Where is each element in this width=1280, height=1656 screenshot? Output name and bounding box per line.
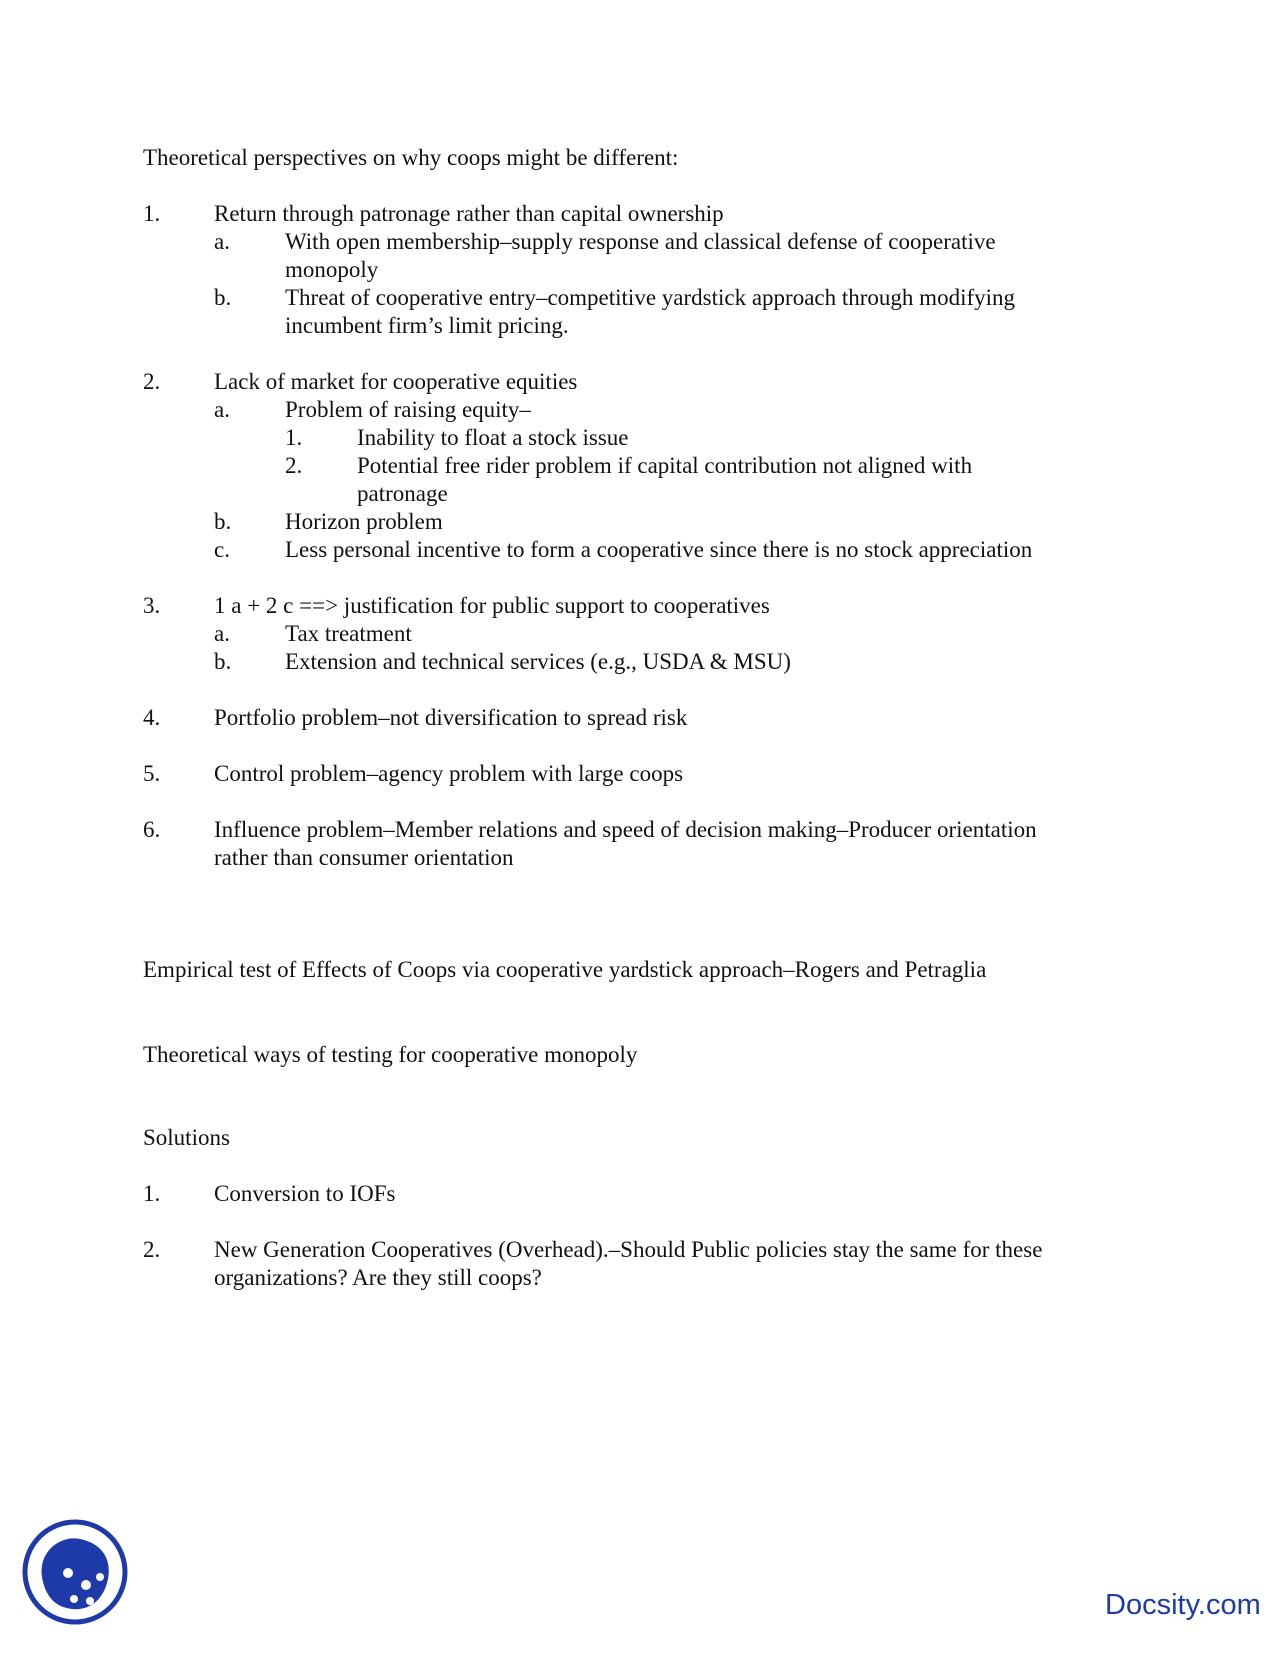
list-letter: a. bbox=[214, 229, 230, 254]
docsity-link[interactable]: Docsity.com bbox=[1105, 1589, 1261, 1621]
list-number: 3. bbox=[143, 593, 161, 618]
list-subitem: Less personal incentive to form a cooperative since there is no stock appreciation bbox=[285, 537, 1033, 562]
list-item: rather than consumer orientation bbox=[214, 845, 514, 870]
list-subitem: incumbent firm’s limit pricing. bbox=[285, 313, 569, 338]
list-subitem: monopoly bbox=[285, 257, 379, 282]
list-subitem: Threat of cooperative entry–competitive yardstick approach through modifying bbox=[285, 285, 1016, 310]
list-item: Return through patronage rather than capital ownership bbox=[214, 201, 724, 226]
list-subsubitem: patronage bbox=[357, 481, 448, 506]
list-number: 1. bbox=[143, 201, 161, 226]
empirical-paragraph: Empirical test of Effects of Coops via cooperative yardstick approach–Rogers and Petraglia bbox=[143, 957, 987, 982]
list-subsubitem: Inability to float a stock issue bbox=[357, 425, 629, 450]
list-subitem: Problem of raising equity– bbox=[285, 397, 531, 422]
list-number: 2. bbox=[143, 1237, 161, 1262]
list-item: organizations? Are they still coops? bbox=[214, 1265, 542, 1290]
list-number: 1. bbox=[143, 1181, 161, 1206]
list-subsub-number: 2. bbox=[285, 453, 303, 478]
section-heading: Theoretical perspectives on why coops might be different: bbox=[143, 145, 679, 170]
list-number: 4. bbox=[143, 705, 161, 730]
testing-paragraph: Theoretical ways of testing for cooperative monopoly bbox=[143, 1042, 638, 1067]
list-number: 6. bbox=[143, 817, 161, 842]
list-item: Conversion to IOFs bbox=[214, 1181, 396, 1206]
list-letter: a. bbox=[214, 397, 230, 422]
list-subitem: With open membership–supply response and classical defense of cooperative bbox=[285, 229, 996, 254]
list-subitem: Horizon problem bbox=[285, 509, 443, 534]
list-item: Influence problem–Member relations and speed of decision making–Producer orientation bbox=[214, 817, 1037, 842]
list-number: 5. bbox=[143, 761, 161, 786]
list-letter: a. bbox=[214, 621, 230, 646]
list-letter: c. bbox=[214, 537, 230, 562]
list-subsubitem: Potential free rider problem if capital contribution not aligned with bbox=[357, 453, 973, 478]
docsity-logo-icon bbox=[20, 1517, 130, 1627]
list-number: 2. bbox=[143, 369, 161, 394]
list-item: Control problem–agency problem with large coops bbox=[214, 761, 684, 786]
list-item: 1 a + 2 c ==> justification for public support to cooperatives bbox=[214, 593, 770, 618]
list-item: Portfolio problem–not diversification to spread risk bbox=[214, 705, 688, 730]
list-item: Lack of market for cooperative equities bbox=[214, 369, 578, 394]
list-letter: b. bbox=[214, 509, 232, 534]
list-item: New Generation Cooperatives (Overhead).–Should Public policies stay the same for these bbox=[214, 1237, 1043, 1262]
list-subsub-number: 1. bbox=[285, 425, 303, 450]
solutions-heading: Solutions bbox=[143, 1125, 230, 1150]
list-letter: b. bbox=[214, 649, 232, 674]
list-subitem: Tax treatment bbox=[285, 621, 412, 646]
list-subitem: Extension and technical services (e.g., USDA & MSU) bbox=[285, 649, 791, 674]
list-letter: b. bbox=[214, 285, 232, 310]
